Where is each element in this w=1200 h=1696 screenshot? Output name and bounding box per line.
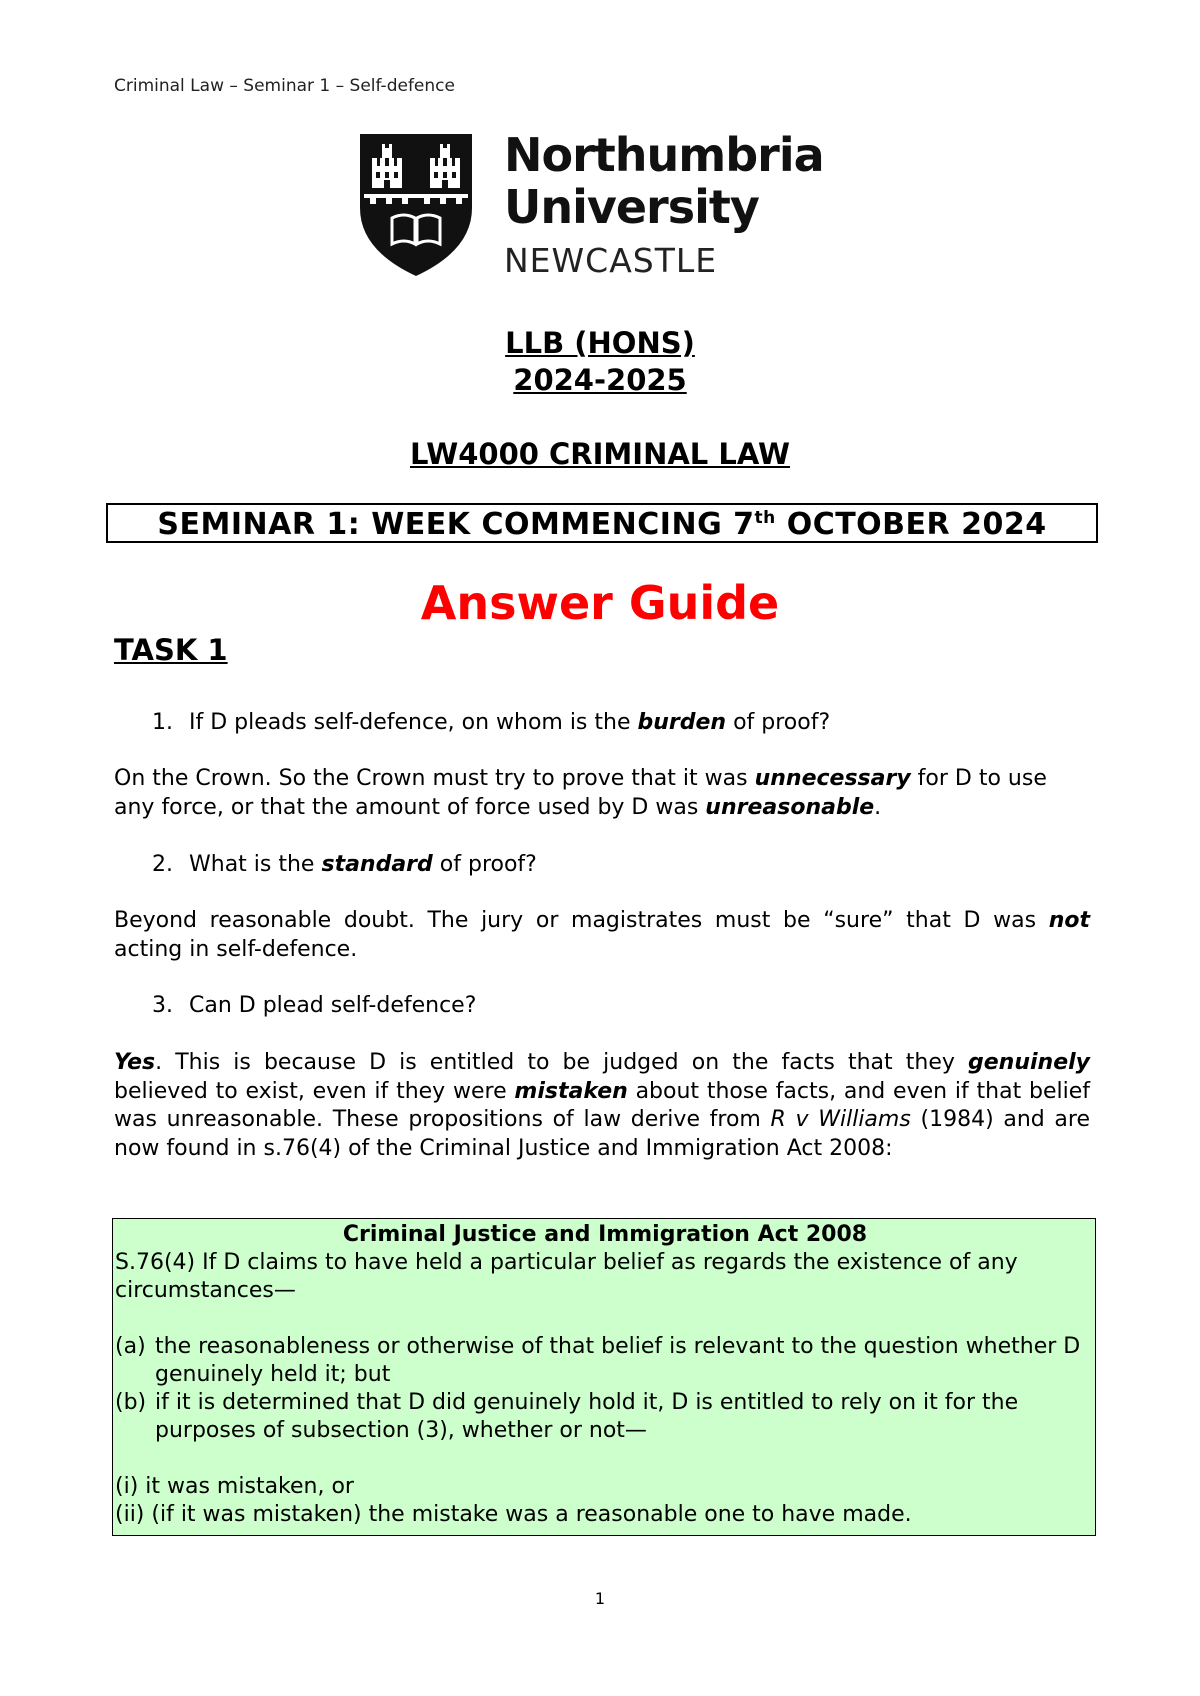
question-2-emphasis: standard [321, 852, 433, 877]
answer-3 [114, 1049, 1090, 1163]
seminar-banner [106, 503, 1098, 543]
answer-3-case-name: R v Williams [770, 1107, 911, 1132]
answer-2-text-2: acting in self-defence. [114, 936, 358, 962]
question-2 [152, 851, 537, 879]
answer-1-text-1: On the Crown. So the Crown must try to prove that it was [114, 766, 755, 791]
question-2-post: of proof? [432, 852, 537, 877]
statute-gap [115, 1445, 1095, 1473]
question-1-emphasis: burden [637, 710, 727, 735]
statute-item-ii: (ii) (if it was mistaken) the mistake was a reasonable one to have made. [115, 1502, 912, 1527]
answer-1-emphasis-1: unnecessary [754, 766, 911, 791]
logo-line-newcastle: NEWCASTLE [504, 241, 718, 280]
question-3-text: Can D plead self-defence? [189, 993, 477, 1018]
answer-1 [114, 765, 1090, 822]
answer-3-emphasis-2: genuinely [968, 1050, 1090, 1075]
answer-guide-title: Answer Guide [420, 576, 780, 630]
task-heading: TASK 1 [114, 633, 228, 667]
logo-line-northumbria: Northumbria [504, 128, 824, 182]
answer-2 [114, 907, 1090, 964]
seminar-superscript: th [754, 508, 776, 528]
logo-line-university: University [504, 180, 759, 234]
question-3-number: 3. [152, 993, 173, 1018]
university-logo [358, 128, 858, 282]
answer-3-text-3: about those facts, and even if that belief was unreasonable. These propositions of law derive from [114, 1078, 1090, 1132]
question-2-number: 2. [152, 852, 173, 877]
answer-2-text-1: Beyond reasonable doubt. The jury or magistrates must be “sure” that D was [114, 908, 1049, 933]
statute-intro: S.76(4) If D claims to have held a particular belief as regards the existence of any circumstances— [115, 1250, 1018, 1303]
statute-item-b-label: (b) [115, 1390, 147, 1415]
seminar-prefix: SEMINAR 1: WEEK COMMENCING 7 [157, 507, 755, 542]
statute-item-b [115, 1389, 1095, 1445]
answer-1-emphasis-2: unreasonable [705, 794, 875, 820]
programme-title: LLB (HONS) [505, 326, 695, 360]
statute-item-a-label: (a) [115, 1334, 146, 1359]
answer-1-text-3: . [874, 794, 882, 820]
answer-3-emphasis-3: mistaken [514, 1078, 628, 1104]
university-crest-icon [358, 132, 474, 278]
question-1-post: of proof? [726, 710, 831, 735]
answer-1-text-2: for D to use any force, or that the amount of force used by D was [114, 766, 1047, 820]
question-2-pre: What is the [189, 852, 322, 877]
question-1-number: 1. [152, 710, 173, 735]
question-3 [152, 992, 476, 1020]
seminar-suffix: OCTOBER 2024 [775, 507, 1047, 542]
statute-gap [115, 1305, 1095, 1333]
statute-item-a-text: the reasonableness or otherwise of that belief is relevant to the question whether D genuinely held it; but [155, 1334, 1081, 1387]
module-title: LW4000 CRIMINAL LAW [410, 437, 790, 471]
answer-3-text-4: (1984) and are now found in s.76(4) of the Criminal Justice and Immigration Act 2008: [114, 1107, 1090, 1161]
statute-item-a [115, 1333, 1095, 1389]
running-header: Criminal Law – Seminar 1 – Self-defence [114, 76, 455, 96]
statute-box [112, 1218, 1096, 1536]
statute-item-b-text: if it is determined that D did genuinely hold it, D is entitled to rely on it for the purposes of subsection (3), whether or not— [155, 1390, 1019, 1443]
answer-3-text-2: believed to exist, even if they were [114, 1078, 515, 1104]
question-1-pre: If D pleads self-defence, on whom is the [189, 710, 638, 735]
answer-2-emphasis-1: not [1048, 908, 1090, 933]
answer-3-text-1: . This is because D is entitled to be judged on the facts that they [155, 1050, 968, 1075]
question-1 [152, 709, 830, 737]
page-number: 1 [594, 1589, 606, 1608]
statute-item-i: (i) it was mistaken, or [115, 1474, 354, 1499]
answer-3-emphasis-1: Yes [114, 1050, 156, 1075]
year-title: 2024-2025 [513, 363, 687, 397]
statute-title: Criminal Justice and Immigration Act 2008 [342, 1222, 868, 1247]
